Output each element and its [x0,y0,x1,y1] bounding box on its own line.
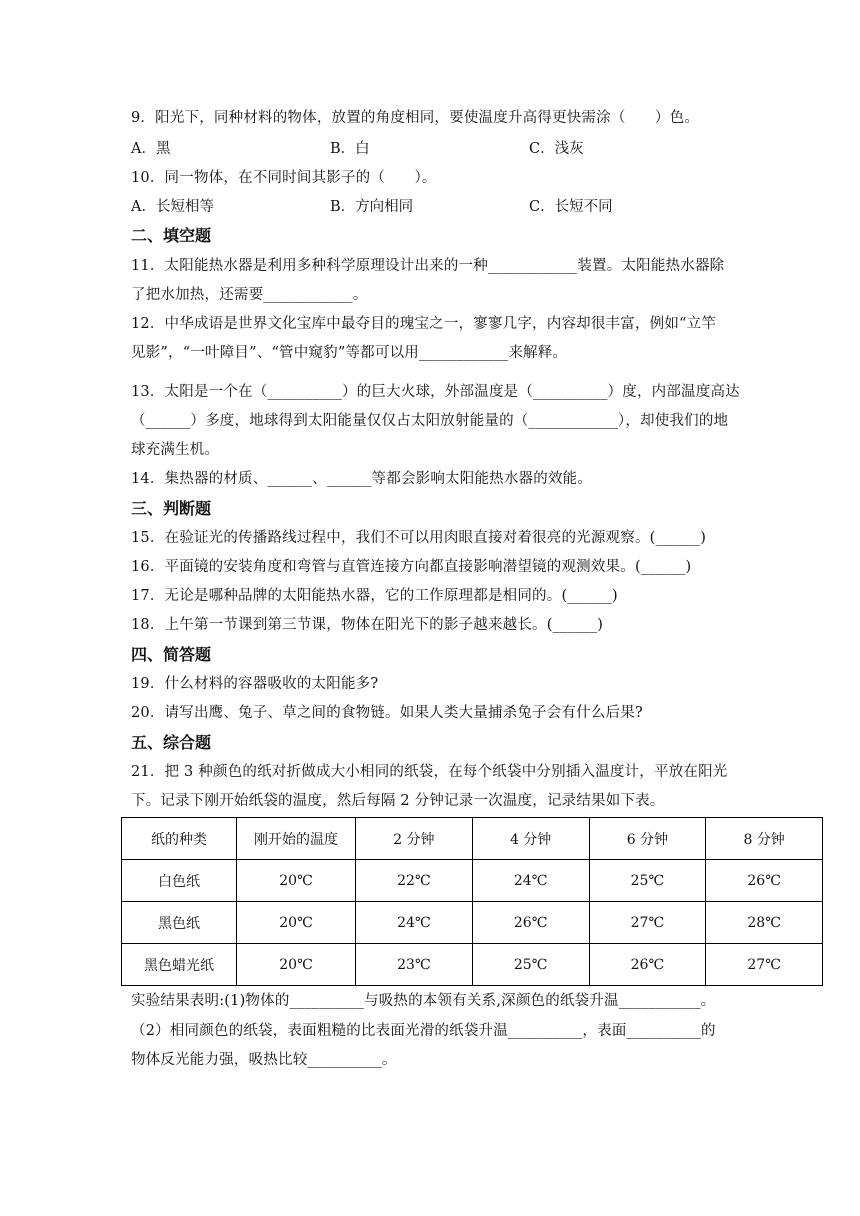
q10-option-b: B．方向相同 [330,199,414,215]
table-cell: 26℃ [589,944,706,986]
table-cell: 20℃ [237,902,356,944]
table-cell: 25℃ [472,944,589,986]
question-18: 18．上午第一节课到第三节课，物体在阳光下的影子越来越长。(______) [131,617,604,633]
q9-option-a: A．黑 [131,141,171,157]
table-cell: 20℃ [237,860,356,902]
table-row [122,944,823,986]
q9-option-c: C．浅灰 [529,141,584,157]
result-line-3: 物体反光能力强，吸热比较__________。 [131,1052,397,1068]
section-fill-blank-title: 二、填空题 [131,226,212,245]
question-13-line-2: （______）多度，地球得到太阳能量仅仅占太阳放射能量的（____________），却使我们的地 [131,413,729,429]
table-header-cell: 刚开始的温度 [237,818,356,860]
table-header-cell: 6 分钟 [589,818,706,860]
question-19: 19．什么材料的容器吸收的太阳能多? [131,676,379,692]
table-cell: 26℃ [706,860,823,902]
table-cell: 20℃ [237,944,356,986]
section-comprehensive-title: 五、综合题 [131,733,212,752]
question-9-stem: 9．阳光下，同种材料的物体，放置的角度相同，要使温度升高得更快需涂（ ）色。 [131,110,700,126]
table-header-row [122,818,823,860]
result-line-1: 实验结果表明:(1)物体的__________与吸热的本领有关系,深颜色的纸袋升温___________。 [131,993,716,1009]
question-12-line-2: 见影”，“一叶障目”、“管中窥豹”等都可以用____________来解释。 [131,345,568,361]
table-row [122,902,823,944]
table-cell: 22℃ [356,860,473,902]
table-header-cell: 8 分钟 [706,818,823,860]
question-13-line-3: 球充满生机。 [131,442,220,458]
q10-option-c: C．长短不同 [529,199,613,215]
question-13-line-1: 13．太阳是一个在（__________）的巨大火球，外部温度是（__________）度，内部温度高达 [131,384,740,400]
question-20: 20．请写出鹰、兔子、草之间的食物链。如果人类大量捕杀兔子会有什么后果? [131,705,643,721]
section-judgement-title: 三、判断题 [131,499,212,518]
question-21-line-2: 下。记录下刚开始纸袋的温度，然后每隔 2 分钟记录一次温度，记录结果如下表。 [131,793,665,809]
section-short-answer-title: 四、简答题 [131,645,212,664]
q10-option-a: A．长短相等 [131,199,214,215]
question-11-line-2: 了把水加热，还需要____________。 [131,287,368,303]
question-15: 15．在验证光的传播路线过程中，我们不可以用肉眼直接对着很亮的光源观察。(______) [131,530,707,546]
table-cell: 黑色蜡光纸 [122,944,237,986]
table-cell: 24℃ [356,902,473,944]
question-12-line-1: 12．中华成语是世界文化宝库中最夺目的瑰宝之一，寥寥几字，内容却很丰富，例如“立竿 [131,316,717,332]
table-cell: 26℃ [472,902,589,944]
q9-option-b: B．白 [330,141,370,157]
question-11-line-1: 11．太阳能热水器是利用多种科学原理设计出来的一种____________装置。太阳能热水器除 [131,258,725,274]
table-cell: 27℃ [589,902,706,944]
result-line-2: （2）相同颜色的纸袋，表面粗糙的比表面光滑的纸袋升温__________，表面__________的 [131,1023,716,1039]
question-16: 16．平面镜的安装角度和弯管与直管连接方向都直接影响潜望镜的观测效果。(______) [131,559,692,575]
table-row [122,860,823,902]
table-header-cell: 纸的种类 [122,818,237,860]
table-cell: 25℃ [589,860,706,902]
table-cell: 27℃ [706,944,823,986]
temperature-table [121,817,823,986]
table-cell: 黑色纸 [122,902,237,944]
table-header-cell: 2 分钟 [356,818,473,860]
table-cell: 28℃ [706,902,823,944]
question-14: 14．集热器的材质、______、______等都会影响太阳能热水器的效能。 [131,471,593,487]
question-17: 17．无论是哪种品牌的太阳能热水器，它的工作原理都是相同的。(______) [131,588,618,604]
table-cell: 24℃ [472,860,589,902]
table-cell: 白色纸 [122,860,237,902]
question-21-line-1: 21．把 3 种颜色的纸对折做成大小相同的纸袋，在每个纸袋中分别插入温度计，平放在阳光 [131,764,728,780]
table-header-cell: 4 分钟 [472,818,589,860]
table-cell: 23℃ [356,944,473,986]
question-10-stem: 10．同一物体，在不同时间其影子的（ ）。 [131,170,437,186]
